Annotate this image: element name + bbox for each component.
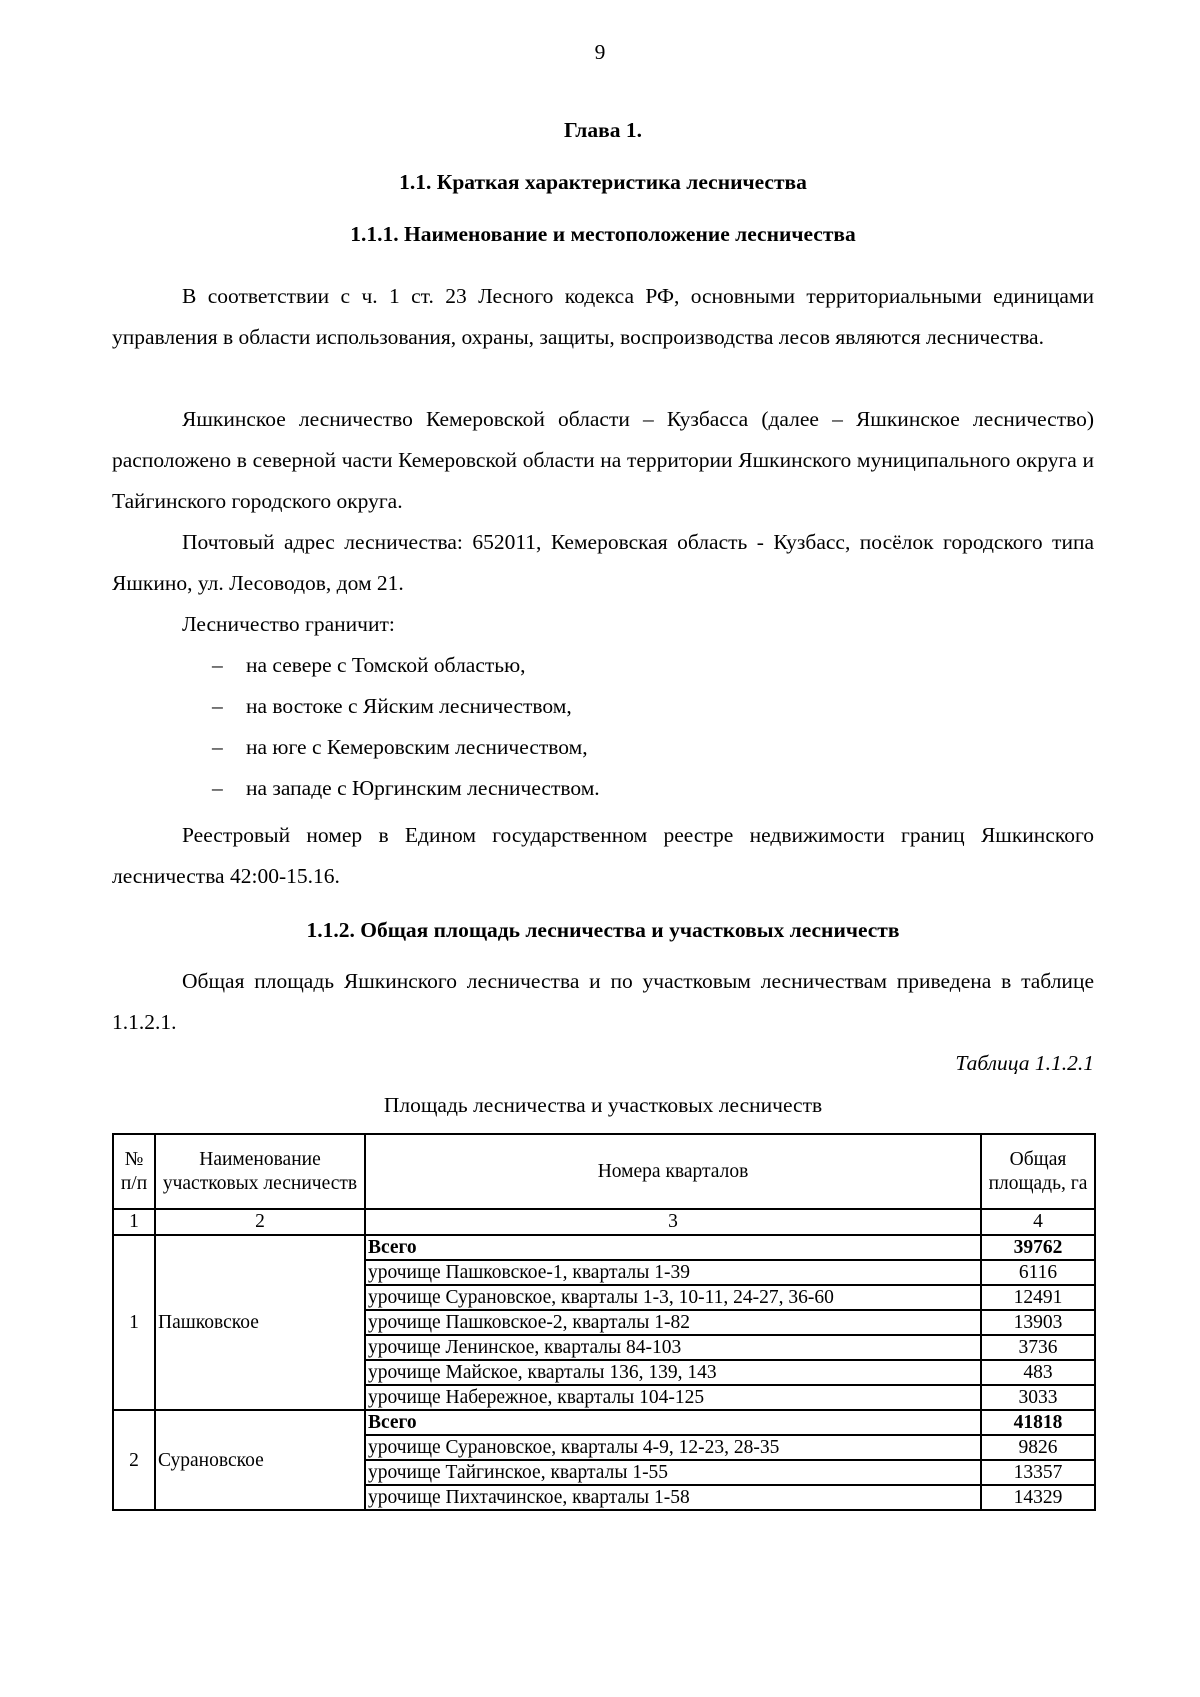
dash-marker: – (212, 653, 223, 677)
paragraph: В соответствии с ч. 1 ст. 23 Лесного кодекса РФ, основными территориальными единицами управления в области использования, охраны, защиты, воспроизводства лесов являются лесничества. (112, 284, 1094, 349)
area-cell: 6116 (981, 1260, 1095, 1285)
subsection-heading: 1.1.2. Общая площадь лесничества и участковых лесничеств (306, 918, 900, 942)
paragraph: Реестровый номер в Едином государственном реестре недвижимости границ Яшкинского лесничества 42:00-15.16. (112, 823, 1094, 888)
quarters-cell: урочище Пихтачинское, кварталы 1-58 (365, 1485, 981, 1510)
forestry-name: Сурановское (155, 1410, 365, 1510)
total-label: Всего (365, 1235, 981, 1260)
row-number: 1 (113, 1235, 155, 1410)
quarters-cell: урочище Сурановское, кварталы 4-9, 12-23, 28-35 (365, 1435, 981, 1460)
list-item (212, 768, 600, 809)
paragraph: Почтовый адрес лесничества: 652011, Кемеровская область - Кузбасс, посёлок городского типа Яшкино, ул. Лесоводов, дом 21. (112, 530, 1094, 595)
paragraph: Яшкинское лесничество Кемеровской области – Кузбасса (далее – Яшкинское лесничество) расположено в северной части Кемеровской области на территории Яшкинского муниципального округа и Тайгинского городского округа. (112, 407, 1094, 513)
column-number-row (113, 1209, 1095, 1235)
subsection-heading: 1.1.1. Наименование и местоположение лесничества (350, 222, 856, 246)
list-item (212, 686, 572, 727)
quarters-cell: урочище Пашковское-2, кварталы 1-82 (365, 1310, 981, 1335)
paragraph: Лесничество граничит: (182, 612, 395, 636)
quarters-cell: урочище Сурановское, кварталы 1-3, 10-11, 24-27, 36-60 (365, 1285, 981, 1310)
area-cell: 13903 (981, 1310, 1095, 1335)
header-cell: № п/п (113, 1134, 155, 1209)
table-label: Таблица 1.1.2.1 (955, 1051, 1094, 1075)
total-area: 39762 (981, 1235, 1095, 1260)
area-table (112, 1133, 1096, 1511)
section-heading: 1.1. Краткая характеристика лесничества (399, 170, 807, 194)
quarters-cell: урочище Майское, кварталы 136, 139, 143 (365, 1360, 981, 1385)
total-area: 41818 (981, 1410, 1095, 1435)
area-cell: 13357 (981, 1460, 1095, 1485)
table-header-row (113, 1134, 1095, 1209)
table-row-total (113, 1410, 1095, 1435)
list-item (212, 727, 588, 768)
column-number: 3 (365, 1209, 981, 1235)
list-item (212, 645, 526, 686)
table-row-total (113, 1235, 1095, 1260)
quarters-cell: урочище Ленинское, кварталы 84-103 (365, 1335, 981, 1360)
column-number: 2 (155, 1209, 365, 1235)
area-cell: 14329 (981, 1485, 1095, 1510)
header-cell: Общая площадь, га (981, 1134, 1095, 1209)
list-item-text: на севере с Томской областью, (246, 653, 526, 677)
dash-marker: – (212, 735, 223, 759)
dash-marker: – (212, 694, 223, 718)
header-cell: Наименование участковых лесничеств (155, 1134, 365, 1209)
forestry-name: Пашковское (155, 1235, 365, 1410)
area-cell: 9826 (981, 1435, 1095, 1460)
table-caption: Площадь лесничества и участковых лесничеств (383, 1093, 823, 1117)
total-label: Всего (365, 1410, 981, 1435)
column-number: 4 (981, 1209, 1095, 1235)
area-cell: 3736 (981, 1335, 1095, 1360)
quarters-cell: урочище Пашковское-1, кварталы 1-39 (365, 1260, 981, 1285)
area-cell: 12491 (981, 1285, 1095, 1310)
quarters-cell: урочище Набережное, кварталы 104-125 (365, 1385, 981, 1410)
paragraph: Общая площадь Яшкинского лесничества и по участковым лесничествам приведена в таблице 1.1.2.1. (112, 969, 1094, 1034)
dash-marker: – (212, 776, 223, 800)
quarters-cell: урочище Тайгинское, кварталы 1-55 (365, 1460, 981, 1485)
area-cell: 3033 (981, 1385, 1095, 1410)
list-item-text: на востоке с Яйским лесничеством, (246, 694, 572, 718)
row-number: 2 (113, 1410, 155, 1510)
list-item-text: на западе с Юргинским лесничеством. (246, 776, 600, 800)
area-cell: 483 (981, 1360, 1095, 1385)
column-number: 1 (113, 1209, 155, 1235)
header-cell: Номера кварталов (365, 1134, 981, 1209)
chapter-heading: Глава 1. (564, 118, 642, 142)
list-item-text: на юге с Кемеровским лесничеством, (246, 735, 588, 759)
page-number: 9 (594, 40, 606, 64)
